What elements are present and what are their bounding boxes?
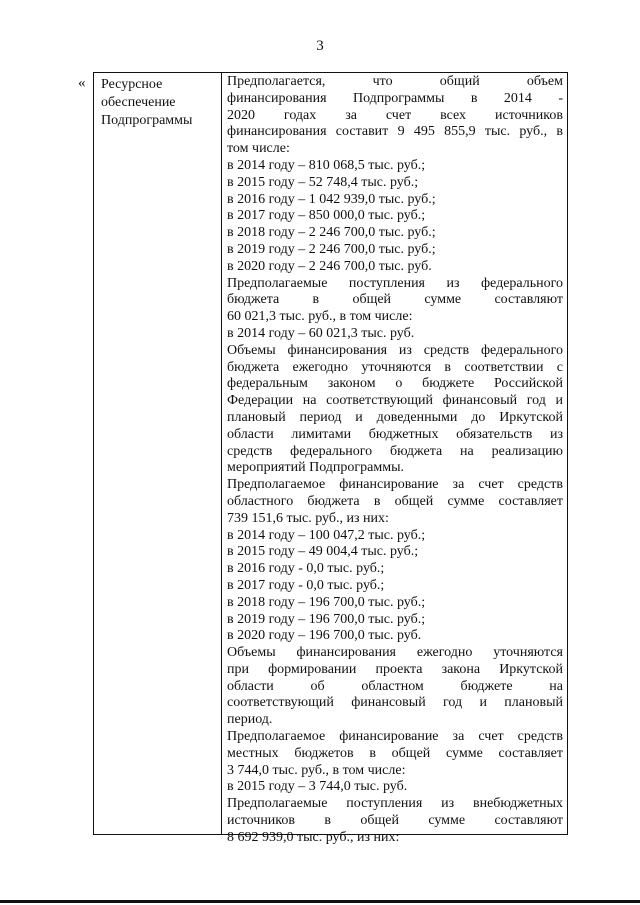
row-header-line: Ресурсное [101,77,163,92]
funding-text-line: плановый период и доведенными до Иркутской [227,409,563,425]
funding-text-line: финансирования составит 9 495 855,9 тыс. руб., в [227,124,563,140]
funding-text-line: при формировании проекта закона Иркутской [227,661,563,677]
funding-text-line: федеральным законом о бюджете Российской [227,376,563,392]
funding-text-line: 60 021,3 тыс. руб., в том числе: [227,309,413,325]
funding-text-line: Предполагаемое финансирование за счет средств [227,729,563,745]
funding-text-line: области лимитами бюджетных обязательств из [227,426,563,442]
funding-text-line: в 2017 году - 0,0 тыс. руб.; [227,577,385,593]
funding-text-line: в 2020 году – 196 700,0 тыс. руб. [227,628,422,644]
funding-text-line: мероприятий Подпрограммы. [227,460,405,476]
funding-text-line: местных бюджетов в общей сумме составляет [227,745,563,761]
row-header-line: обеспечение [101,95,176,110]
funding-text-line: в 2015 году – 52 748,4 тыс. руб.; [227,174,419,190]
funding-text-line: в 2014 году – 810 068,5 тыс. руб.; [227,157,426,173]
funding-text-line: том числе: [227,141,290,157]
opening-quote-mark: « [78,75,86,91]
funding-text-line: средств федерального бюджета на реализацию [227,443,563,459]
funding-text-line: в 2020 году – 2 246 700,0 тыс. руб. [227,258,432,274]
funding-text-line: 2020 годах за счет всех источников [227,107,563,123]
funding-text-line: 739 151,6 тыс. руб., из них: [227,510,389,526]
funding-description-cell [227,74,563,847]
funding-text-line: областного бюджета в общей сумме составляет [227,493,563,509]
funding-text-line: в 2018 году – 196 700,0 тыс. руб.; [227,594,426,610]
page-bottom-edge [0,900,640,903]
funding-text-line: Объемы финансирования из средств федерального [227,342,563,358]
row-header-cell [101,76,217,130]
funding-text-line: в 2018 году – 2 246 700,0 тыс. руб.; [227,225,436,241]
row-header-line: Подпрограммы [101,113,193,128]
column-divider [221,73,222,834]
funding-text-line: финансирования Подпрограммы в 2014 - [227,90,563,106]
funding-text-line: в 2014 году – 60 021,3 тыс. руб. [227,325,415,341]
funding-text-line: бюджета ежегодно уточняются в соответствии с [227,359,563,375]
funding-text-line: Объемы финансирования ежегодно уточняются [227,645,563,661]
funding-text-line: в 2017 году – 850 000,0 тыс. руб.; [227,208,426,224]
funding-text-line: период. [227,712,273,728]
funding-text-line: Предполагаемое финансирование за счет средств [227,477,563,493]
funding-text-line: в 2016 году - 0,0 тыс. руб.; [227,561,385,577]
funding-text-line: в 2016 году – 1 042 939,0 тыс. руб.; [227,191,436,207]
funding-text-line: 8 692 939,0 тыс. руб., из них: [227,829,400,845]
funding-text-line: Предполагаемые поступления из федерального [227,275,563,291]
funding-text-line: источников в общей сумме составляют [227,813,563,829]
page-number: 3 [316,38,324,54]
funding-text-line: Предполагается, что общий объем [227,74,563,89]
funding-text-line: бюджета в общей сумме составляют [227,292,563,308]
funding-text-line: в 2015 году – 3 744,0 тыс. руб. [227,779,408,795]
funding-text-line: Предполагаемые поступления из внебюджетных [227,796,563,812]
funding-text-line: в 2019 году – 196 700,0 тыс. руб.; [227,611,426,627]
resource-provision-table [93,72,568,845]
funding-text-line: в 2014 году – 100 047,2 тыс. руб.; [227,527,426,543]
funding-text-line: в 2015 году – 49 004,4 тыс. руб.; [227,544,419,560]
funding-text-line: соответствующий финансовый год и плановый [227,695,563,711]
funding-text-line: области об областном бюджете на [227,678,563,694]
funding-text-line: Федерации на соответствующий финансовый год и [227,393,563,409]
funding-text-line: в 2019 году – 2 246 700,0 тыс. руб.; [227,241,436,257]
funding-text-line: 3 744,0 тыс. руб., в том числе: [227,762,406,778]
